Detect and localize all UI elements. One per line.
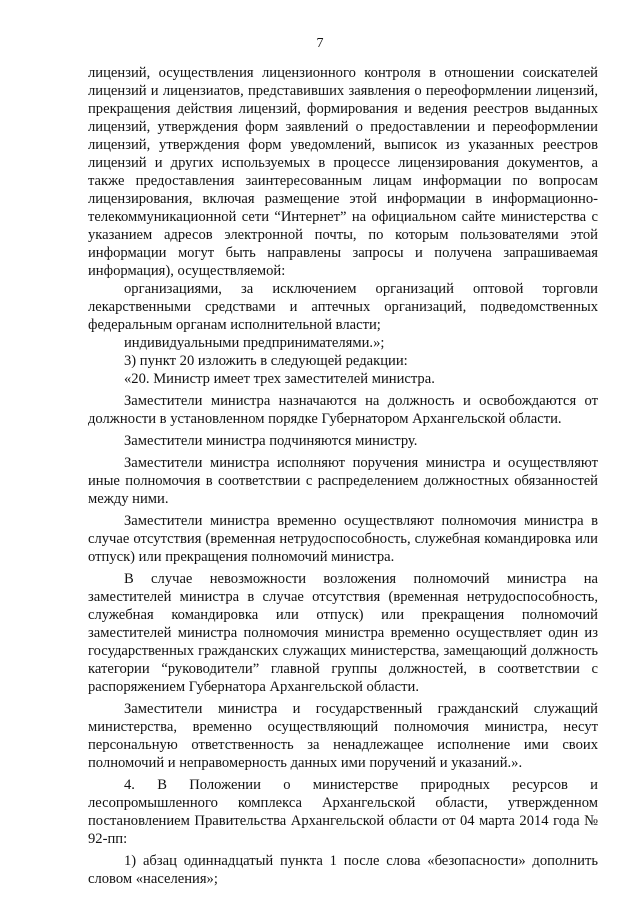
page-number: 7 bbox=[316, 36, 324, 51]
document-body bbox=[88, 64, 598, 888]
paragraph: организациями, за исключением организаций оптовой торговли лекарственными средствами и аптечных организаций, подведомственных федеральным органам исполнительной власти; bbox=[88, 281, 598, 333]
paragraph: лицензий, осуществления лицензионного контроля в отношении соискателей лицензий и лицензиатов, представивших заявления о переоформлении лицензий, прекращения действия лицензий, формирования и ведения реестров выданных лицензий, утверждения форм заявлений о предоставлении и переоформлении лицензий, утверждения форм уведомлений, выписок из указанных реестров лицензий и других используемых в процессе лицензирования документов, а также предоставления заинтересованным лицам информации по вопросам лицензирования, включая размещение этой информации в информационно-телекоммуникационной сети “Интернет” на официальном сайте министерства с указанием адресов электронной почты, по которым пользователями этой информации могут быть направлены запросы и получена запрашиваемая информация), осуществляемой: bbox=[88, 65, 598, 279]
paragraph: Заместители министра временно осуществляют полномочия министра в случае отсутствия (временная нетрудоспособность, служебная командировка или отпуск) или прекращения полномочий министра. bbox=[88, 513, 598, 565]
paragraph: 3) пункт 20 изложить в следующей редакции: bbox=[124, 353, 408, 369]
paragraph: 4. В Положении о министерстве природных ресурсов и лесопромышленного комплекса Архангельской области, утвержденном постановлением Правительства Архангельской области от 04 марта 2014 года № 92-пп: bbox=[88, 777, 598, 847]
paragraph: В случае невозможности возложения полномочий министра на заместителей министра в случае отсутствия (временная нетрудоспособность, служебная командировка или отпуск) или прекращения полномочий заместителей министра полномочия министра временно осуществляет один из государственных гражданских служащих министерства, замещающий должность категории “руководители” главной группы должностей, в соответствии с распоряжением Губернатора Архангельской области. bbox=[88, 571, 598, 695]
paragraph: Заместители министра назначаются на должность и освобождаются от должности в установленном порядке Губернатором Архангельской области. bbox=[88, 393, 598, 427]
paragraph: индивидуальными предпринимателями.»; bbox=[124, 335, 385, 351]
paragraph: Заместители министра подчиняются министру. bbox=[124, 433, 418, 449]
paragraph: 1) абзац одиннадцатый пункта 1 после слова «безопасности» дополнить словом «населения»; bbox=[88, 853, 598, 887]
paragraph: «20. Министр имеет трех заместителей министра. bbox=[124, 371, 435, 387]
paragraph: Заместители министра и государственный гражданский служащий министерства, временно осуществляющий полномочия министра, несут персональную ответственность за ненадлежащее исполнение ими своих полномочий и неправомерность данных ими поручений и указаний.». bbox=[88, 701, 598, 771]
paragraph: Заместители министра исполняют поручения министра и осуществляют иные полномочия в соответствии с распределением должностных обязанностей между ними. bbox=[88, 455, 598, 507]
